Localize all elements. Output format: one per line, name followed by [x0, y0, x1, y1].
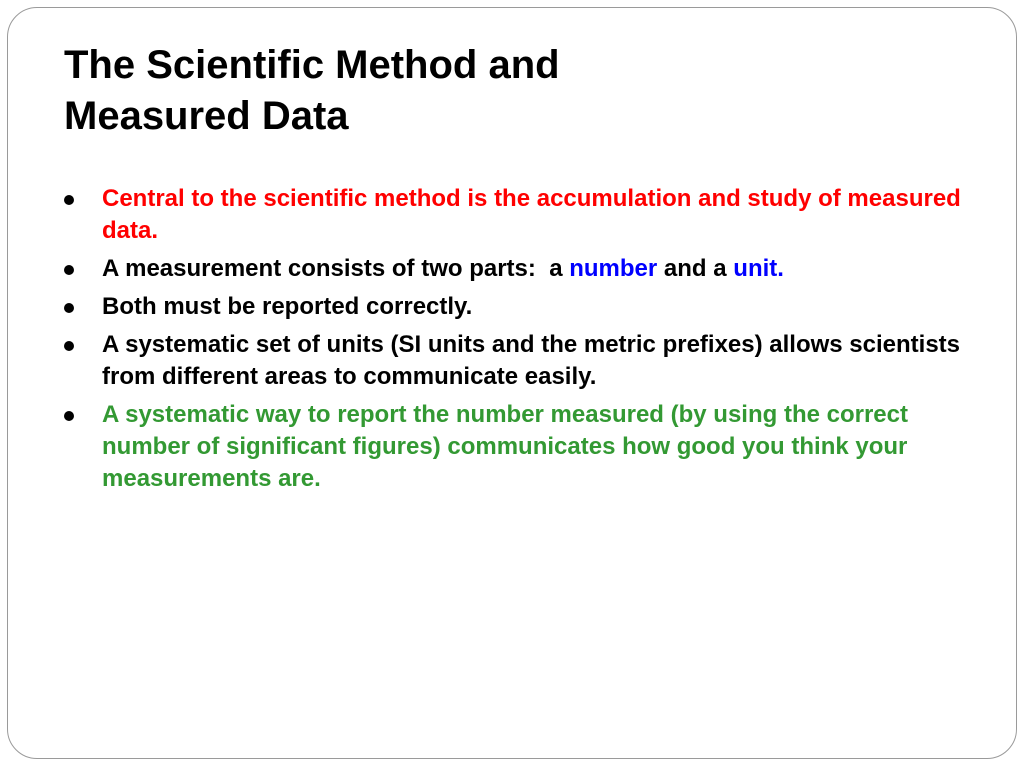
bullet-text-3: Both must be reported correctly.	[102, 293, 473, 320]
bullet-list	[64, 183, 974, 501]
bullet-text-2b: and a	[657, 255, 734, 282]
slide-title	[64, 40, 864, 142]
bullet-item-1	[64, 183, 974, 247]
bullet-unit-word: unit.	[733, 255, 784, 282]
title-line-2: Measured Data	[64, 94, 349, 138]
bullet-item-5	[64, 399, 974, 495]
slide	[7, 7, 1017, 759]
bullet-dot-icon	[64, 341, 74, 351]
bullet-dot-icon	[64, 195, 74, 205]
bullet-dot-icon	[64, 411, 74, 421]
bullet-number-word: number	[569, 255, 658, 282]
bullet-text-1: Central to the scientific method is the accumulation and study of measured data.	[102, 185, 961, 244]
bullet-dot-icon	[64, 303, 74, 313]
bullet-dot-icon	[64, 265, 74, 275]
bullet-item-2	[64, 253, 974, 285]
bullet-item-3	[64, 291, 974, 323]
bullet-text-5: A systematic way to report the number measured (by using the correct number of significant figures) communicates how good you think your measurements are.	[102, 401, 908, 492]
title-line-1: The Scientific Method and	[64, 43, 560, 87]
bullet-item-4	[64, 329, 974, 393]
bullet-text-4: A systematic set of units (SI units and the metric prefixes) allows scientists from different areas to communicate easily.	[102, 331, 961, 390]
bullet-text-2a: A measurement consists of two parts: a	[102, 255, 570, 282]
